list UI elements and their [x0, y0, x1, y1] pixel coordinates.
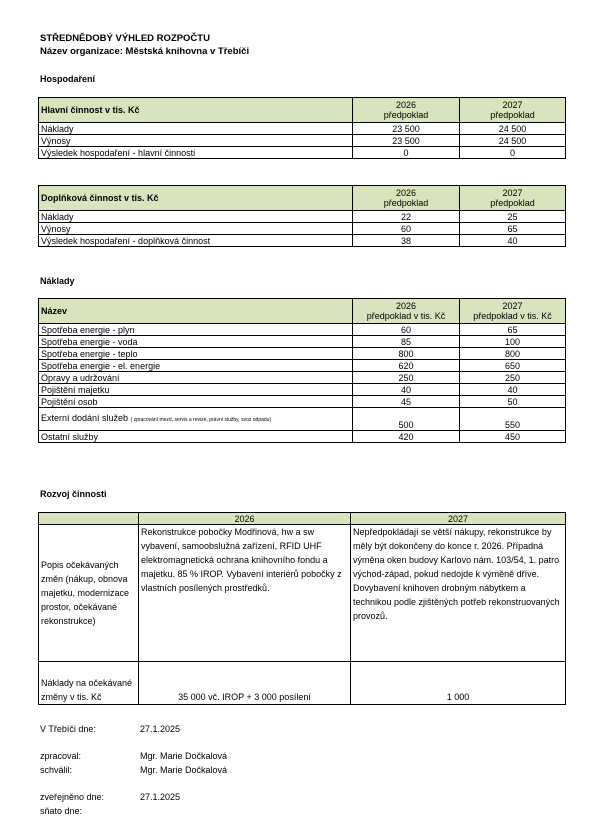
table-row: Výsledek hospodaření - hlavní činnosti 0 0 — [39, 147, 566, 159]
removed-label: sňato dne: — [40, 806, 83, 816]
year-header: 2026 — [139, 513, 351, 525]
cost-2026: 35 000 vč. IROP + 3 000 posílení — [139, 662, 351, 705]
table-row — [39, 662, 566, 705]
development-table — [38, 512, 566, 705]
section-naklady: Náklady — [40, 276, 75, 286]
year-header: 2027 předpoklad v tis. Kč — [460, 299, 566, 324]
desc-2026: Rekonstrukce pobočky Modřinová, hw a sw vybavení, samoobslužná zařízení, RFID UHF elektromagnetická ochrana knihovního fondu a majetku. 85 % IROP. Vybavení interiérů pobočky z vlastních posílených prostředků. — [139, 525, 351, 662]
organization-name: Název organizace: Městská knihovna v Třebíči — [40, 46, 250, 57]
table-row: Spotřeba energie - teplo 800 800 — [39, 348, 566, 360]
year-header: 2027 předpoklad — [460, 98, 566, 123]
table-row: Externí dodání služeb ( zpracování mezd, servis a revize, právní služby, svoz odpadu) 500 550 — [39, 408, 566, 431]
side-activity-table — [38, 185, 566, 247]
cost-label: Náklady na očekávané změny v tis. Kč — [39, 662, 139, 705]
prepared-by: Mgr. Marie Dočkalová — [140, 751, 228, 761]
cost-2027: 1 000 — [351, 662, 566, 705]
year-header: 2026 předpoklad v tis. Kč — [353, 299, 460, 324]
header-label: Název — [39, 299, 353, 324]
table-header — [39, 513, 566, 525]
section-rozvoj: Rozvoj činnosti — [40, 489, 107, 499]
table-row: Výsledek hospodaření - doplňková činnost 38 40 — [39, 235, 566, 247]
table-row: Pojištění osob 45 50 — [39, 396, 566, 408]
published-date: 27.1.2025 — [140, 792, 181, 802]
published-label: zveřejněno dne: — [40, 792, 105, 802]
table-row: Pojištění majetku 40 40 — [39, 384, 566, 396]
prepared-label: zpracoval: — [40, 751, 82, 761]
table-row — [39, 525, 566, 662]
header-label: Hlavní činnost v tis. Kč — [39, 98, 353, 123]
table-row: Výnosy 23 500 24 500 — [39, 135, 566, 147]
costs-table — [38, 298, 566, 443]
table-row: Opravy a udržování 250 250 — [39, 372, 566, 384]
main-activity-table — [38, 97, 566, 159]
desc-2027: Nepředpokládají se větší nákupy, rekonstrukce by měly být dokončeny do konce r. 2026. Případná výměna oken budovy Karlovo nám. 103/54, 1. patro východ-západ, pokud nedojde k výměně dříve. Dovybavení knihoven drobným nábytkem a technikou podle zjištěných potřeb rekonstruovaných provozů. — [351, 525, 566, 662]
approved-by: Mgr. Marie Dočkalová — [140, 765, 228, 775]
desc-label: Popis očekávaných změn (nákup, obnova majetku, modernizace prostor, očekávané rekonstrukce) — [39, 525, 139, 662]
table-row: Náklady 23 500 24 500 — [39, 123, 566, 135]
year-header: 2026 předpoklad — [353, 98, 460, 123]
table-header — [39, 299, 566, 324]
place-label: V Třebíči dne: — [40, 724, 96, 734]
section-hospodareni: Hospodaření — [40, 74, 96, 84]
table-row: Výnosy 60 65 — [39, 223, 566, 235]
external-note: ( zpracování mezd, servis a revize, právní služby, svoz odpadu) — [130, 416, 272, 423]
table-row: Spotřeba energie - plyn 60 65 — [39, 324, 566, 336]
table-row: Spotřeba energie - el. energie 620 650 — [39, 360, 566, 372]
header-label: Doplňková činnost v tis. Kč — [39, 186, 353, 211]
table-header — [39, 98, 566, 123]
table-header — [39, 186, 566, 211]
year-header: 2027 — [351, 513, 566, 525]
year-header: 2026 předpoklad — [353, 186, 460, 211]
approved-label: schválil: — [40, 765, 73, 775]
year-header: 2027 předpoklad — [460, 186, 566, 211]
table-row: Náklady 22 25 — [39, 211, 566, 223]
place-date: 27.1.2025 — [140, 724, 181, 734]
document-title: STŘEDNĚDOBÝ VÝHLED ROZPOČTU — [40, 33, 210, 44]
table-row: Ostatní služby 420 450 — [39, 431, 566, 443]
table-row: Spotřeba energie - voda 85 100 — [39, 336, 566, 348]
